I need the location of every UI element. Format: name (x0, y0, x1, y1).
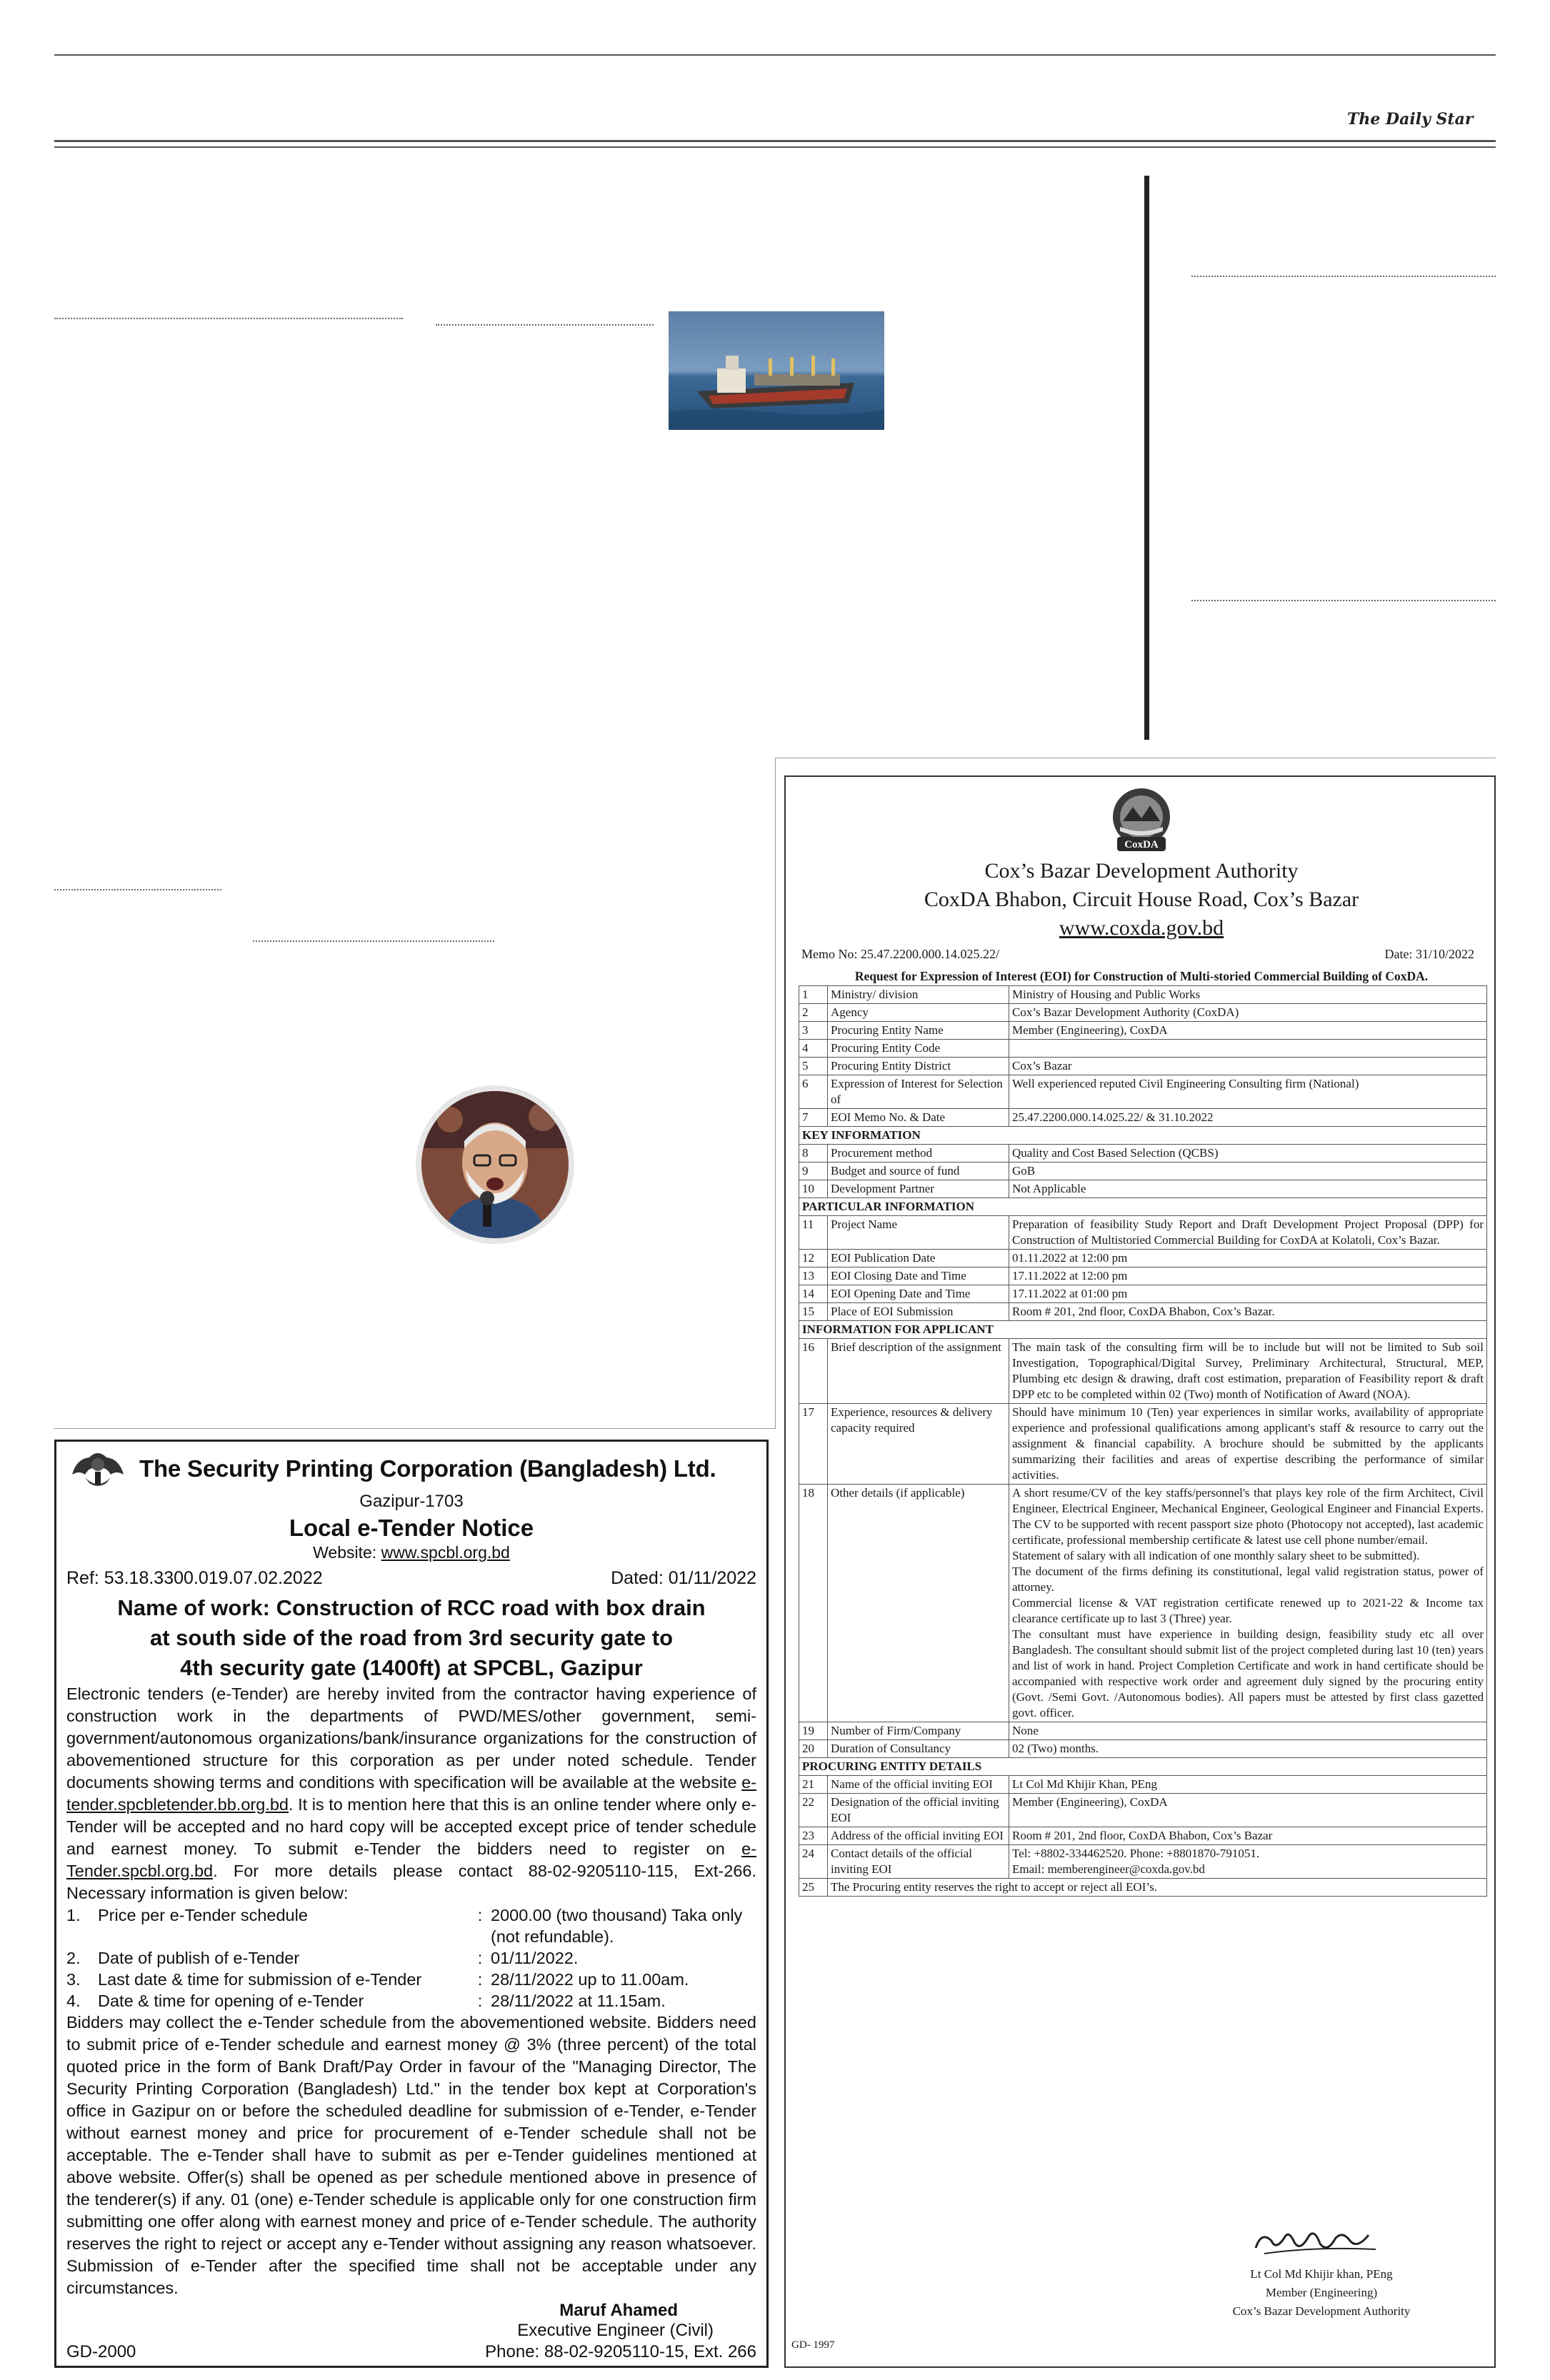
signature-image (1243, 2219, 1386, 2262)
coxda-address: CoxDA Bhabon, Circuit House Road, Cox’s Bazar (924, 888, 1359, 911)
eoi-row-label: Procuring Entity Name (828, 1022, 1009, 1040)
eoi-row-number: 3 (799, 1022, 828, 1040)
eoi-row-label: Ministry/ division (828, 986, 1009, 1004)
eoi-row (799, 1285, 1487, 1303)
eoi-row (799, 986, 1487, 1004)
eoi-row-value: Preparation of feasibility Study Report and Draft Development Project Proposal (DPP) for Construction of Multistoried Commercial Building for CoxDA at Kolatoli, Cox’s Bazar. (1009, 1216, 1487, 1250)
intro-text: . For more details please contact 88-02-9205110-115, Ext-266. Necessary information is given below: (66, 1862, 756, 1902)
eoi-row-value (1009, 1845, 1487, 1879)
signatory-name: Maruf Ahamed (559, 2301, 678, 2320)
eoi-row-number: 2 (799, 1004, 828, 1022)
spcbl-tender-notice (54, 1440, 769, 2368)
eoi-row (799, 1740, 1487, 1758)
memo-date: Date: 31/10/2022 (1384, 947, 1474, 961)
eoi-row-number: 16 (799, 1339, 828, 1404)
eoi-row (799, 1879, 1487, 1897)
masthead-logo: The Daily Star (1347, 110, 1474, 129)
eoi-row-number: 22 (799, 1794, 828, 1827)
column-divider (1144, 176, 1149, 740)
eoi-row-label: Agency (828, 1004, 1009, 1022)
schedule-row (66, 1990, 756, 2012)
eoi-row (799, 1145, 1487, 1163)
eoi-row-value: Room # 201, 2nd floor, CoxDA Bhabon, Cox’s Bazar (1009, 1827, 1487, 1845)
eoi-row-number: 1 (799, 986, 828, 1004)
eoi-row-value: Quality and Cost Based Selection (QCBS) (1009, 1145, 1487, 1163)
eoi-value-line: A short resume/CV of the key staffs/personnel's that plays key role of the firm Architect, Civil Engineer, Electrical Engineer, Mechanical Engineer, Geological Engineer and Financial Experts. The CV to be supported with recent passport size photo (Photocopy not accepted), last academic certificate, professional membership certificate & latest use cell phone number/email. (1012, 1486, 1484, 1547)
company-address: Gazipur-1703 (359, 1492, 464, 1511)
eoi-value-line: Tel: +8802-334462520. Phone: +8801870-791051. (1012, 1847, 1260, 1860)
man-speaking-icon (421, 1091, 569, 1238)
memo-row (786, 947, 1497, 962)
eoi-row (799, 1109, 1487, 1127)
eoi-row (799, 1250, 1487, 1267)
eoi-row-label: EOI Opening Date and Time (828, 1285, 1009, 1303)
masthead-rule-bottom (54, 146, 1496, 148)
intro-text: Electronic tenders (e-Tender) are hereby invited from the contractor having experience of construction work in the departments of PWD/MES/other government, semi-government/autonomous organizations/bank/insurance organizations for the construction of abovementioned structure for this corporation as per under noted schedule. Tender documents showing terms and conditions with specification will be available at the website (66, 1684, 756, 1792)
eoi-row-label: EOI Memo No. & Date (828, 1109, 1009, 1127)
spcbl-footer (66, 2342, 756, 2362)
eoi-row-value: The main task of the consulting firm will be to include but will not be limited to Sub soil Investigation, Topographical/Digital Survey, Preliminary Architectural, Structural, MEP, Plumbing etc design & drawing, draft cost estimation, preparation of Feasibility report & draft DPP etc to be completed within 02 (Two) month of Notification of Award (NOA). (1009, 1339, 1487, 1404)
portrait-photo (416, 1085, 574, 1244)
eoi-value-line: The consultant must have experience in building design, feasibility study etc all over Bangladesh. The consultant should submit list of the project completed during last 10 (ten) years and list of work in hand. Project Completion Certificate and work in hand certificate should be accompanied with respective work order and agreement duly signed by the procuring entity (Govt. /Semi Govt. /Autonomous bodies). All papers must be attested by first class gazetted govt. officer. (1012, 1627, 1484, 1719)
eoi-row-label: Experience, resources & delivery capacity required (828, 1404, 1009, 1485)
eoi-row-number: 11 (799, 1216, 828, 1250)
masthead-rule-top (54, 140, 1496, 142)
work-name (66, 1593, 756, 1683)
company-name: The Security Printing Corporation (Bangladesh) Ltd. (139, 1455, 716, 1482)
tender-terms-paragraph: Bidders may collect the e-Tender schedule from the abovementioned website. Bidders need to submit price of e-Tender schedule and earnest money @ 3% (three percent) of the total quoted price in the form of Bank Draft/Pay Order in favour of the "Managing Director, The Security Printing Corporation (Bangladesh) Ltd." in the tender box kept at Corporation's office in Gazipur on or before the scheduled deadline for submission of e-Tender, e-Tender without earnest money and price for procurement of e-Tender schedule shall not be acceptable. The e-Tender shall have to submit as per e-Tender guidelines mentioned at above website. Offer(s) shall be opened as per schedule mentioned above in presence of the tenderer(s) if any. 01 (one) e-Tender schedule is applicable only for one construction firm submitting one offer along with earnest money and price of e-Tender schedule. The authority reserves the right to reject or accept any e-Tender without assigning any reason whatsoever. Submission of e-Tender after the specified time shall not be acceptable under any circumstances. (66, 2013, 756, 2297)
spcbl-emblem-icon (69, 1446, 126, 1492)
request-title: Request for Expression of Interest (EOI) for Construction of Multi-storied Commercial Building of CoxDA. (854, 969, 1429, 983)
eoi-row-label: Address of the official inviting EOI (828, 1827, 1009, 1845)
eoi-row (799, 1827, 1487, 1845)
schedule-number: 3. (66, 1970, 81, 1989)
eoi-value-line: Commercial license & VAT registration certificate renewed up to 2021-22 & Income tax clearance certificate up to last 3 (Three) year. (1012, 1596, 1484, 1625)
eoi-row-number: 18 (799, 1485, 828, 1722)
eoi-row-number: 20 (799, 1740, 828, 1758)
separator-line (54, 318, 403, 319)
eoi-value-line: Email: memberengineer@coxda.gov.bd (1012, 1862, 1205, 1876)
eoi-row-number: 23 (799, 1827, 828, 1845)
schedule-label: Date & time for opening of e-Tender (98, 1992, 364, 2010)
eoi-row (799, 1794, 1487, 1827)
eoi-row (799, 1163, 1487, 1180)
eoi-row-value: Ministry of Housing and Public Works (1009, 986, 1487, 1004)
eoi-row-number: 9 (799, 1163, 828, 1180)
eoi-row-value: GoB (1009, 1163, 1487, 1180)
eoi-row (799, 1722, 1487, 1740)
eoi-row-label: Procuring Entity District (828, 1058, 1009, 1075)
gd-code: GD- 1997 (791, 2339, 835, 2351)
eoi-row-label: EOI Closing Date and Time (828, 1267, 1009, 1285)
eoi-row-number: 19 (799, 1722, 828, 1740)
coxda-logo (1091, 785, 1191, 857)
eoi-row (799, 1075, 1487, 1109)
eoi-row-label: Other details (if applicable) (828, 1485, 1009, 1722)
eoi-row-label: Expression of Interest for Selection of (828, 1075, 1009, 1109)
eoi-row-value: Member (Engineering), CoxDA (1009, 1794, 1487, 1827)
eoi-value-line: The document of the firms defining its constitutional, legal valid registration status, power of attorney. (1012, 1565, 1484, 1594)
schedule-number: 1. (66, 1906, 81, 1924)
separator-line (436, 324, 654, 326)
eoi-row-value: 02 (Two) months. (1009, 1740, 1487, 1758)
eoi-row-label: Development Partner (828, 1180, 1009, 1198)
schedule-label: Last date & time for submission of e-Tender (98, 1970, 422, 1989)
eoi-section-title: PROCURING ENTITY DETAILS (799, 1758, 1487, 1776)
coxda-website-link[interactable]: www.coxda.gov.bd (1059, 916, 1224, 940)
schedule-value: 28/11/2022 up to 11.00am. (491, 1970, 689, 1989)
eoi-row-number: 10 (799, 1180, 828, 1198)
eoi-row-value: Room # 201, 2nd floor, CoxDA Bhabon, Cox’s Bazar. (1009, 1303, 1487, 1321)
coxda-signature-block (1186, 2265, 1457, 2321)
website-line (66, 1543, 756, 1562)
eoi-row-number: 21 (799, 1776, 828, 1794)
separator-line (1191, 600, 1496, 601)
eoi-row-value: Cox’s Bazar (1009, 1058, 1487, 1075)
reference-number: Ref: 53.18.3300.019.07.02.2022 (66, 1568, 323, 1588)
eoi-row-value: Lt Col Md Khijir Khan, PEng (1009, 1776, 1487, 1794)
coxda-logo-text: CoxDA (1124, 839, 1159, 850)
eoi-row-value: The Procuring entity reserves the right to accept or reject all EOI’s. (828, 1879, 1487, 1897)
schedule-value: 01/11/2022. (491, 1949, 579, 1967)
eoi-row (799, 1216, 1487, 1250)
eoi-row-label: Procuring Entity Code (828, 1040, 1009, 1058)
eoi-row-value: 25.47.2200.000.14.025.22/ & 31.10.2022 (1009, 1109, 1487, 1127)
handwritten-signature-icon (1243, 2219, 1386, 2262)
contact-phone: Phone: 88-02-9205110-15, Ext. 266 (485, 2342, 756, 2361)
eoi-section-title: PARTICULAR INFORMATION (799, 1198, 1487, 1216)
eoi-row-label: Brief description of the assignment (828, 1339, 1009, 1404)
eoi-row-number: 8 (799, 1145, 828, 1163)
schedule-colon: : (477, 1906, 483, 1924)
work-line: at south side of the road from 3rd security gate to (149, 1625, 674, 1650)
signatory-designation: Member (Engineering) (1265, 2286, 1378, 2299)
eoi-row (799, 1004, 1487, 1022)
schedule-label: Date of publish of e-Tender (98, 1949, 300, 1967)
eoi-row-value: None (1009, 1722, 1487, 1740)
eoi-row-value: 17.11.2022 at 01:00 pm (1009, 1285, 1487, 1303)
eoi-row-number: 24 (799, 1845, 828, 1879)
schedule-colon: : (477, 1970, 483, 1989)
eoi-row-label: Contact details of the official inviting EOI (828, 1845, 1009, 1879)
eoi-row (799, 1303, 1487, 1321)
eoi-row-value: Not Applicable (1009, 1180, 1487, 1198)
eoi-row-number: 25 (799, 1879, 828, 1897)
website-link[interactable]: www.spcbl.org.bd (381, 1543, 510, 1562)
cargo-ship-photo (669, 311, 884, 430)
notice-date: Dated: 01/11/2022 (611, 1568, 756, 1588)
eoi-row (799, 1180, 1487, 1198)
signatory-designation: Executive Engineer (Civil) (517, 2321, 714, 2340)
eoi-row-label: Designation of the official inviting EOI (828, 1794, 1009, 1827)
website-label: Website: (313, 1543, 377, 1562)
section-rule (775, 758, 776, 1429)
eoi-row-number: 7 (799, 1109, 828, 1127)
gd-code: GD-2000 (66, 2342, 136, 2361)
eoi-row-number: 14 (799, 1285, 828, 1303)
intro-text: . It is to mention here that this is an online tender where only e-Tender will be accepted and no hard copy will be accepted except price of tender schedule and earnest money. To submit e-Tender the bidders need to register on (66, 1795, 756, 1858)
schedule-row (66, 1947, 756, 1969)
eoi-table (799, 985, 1487, 1897)
eoi-row-number: 13 (799, 1267, 828, 1285)
schedule-number: 2. (66, 1949, 81, 1967)
eoi-row-value: Well experienced reputed Civil Engineering Consulting firm (National) (1009, 1075, 1487, 1109)
coxda-eoi-notice (784, 775, 1496, 2368)
schedule-colon: : (477, 1949, 483, 1967)
eoi-section-title: KEY INFORMATION (799, 1127, 1487, 1145)
eoi-row (799, 1776, 1487, 1794)
eoi-section-title: INFORMATION FOR APPLICANT (799, 1321, 1487, 1339)
eoi-row-number: 6 (799, 1075, 828, 1109)
tender-intro-paragraph (66, 1683, 756, 1904)
section-rule (54, 1428, 775, 1429)
cargo-ship-icon (669, 311, 884, 430)
separator-line (1191, 276, 1496, 277)
notice-title: Local e-Tender Notice (289, 1515, 534, 1541)
eoi-row-label: Name of the official inviting EOI (828, 1776, 1009, 1794)
eoi-row-label: Duration of Consultancy (828, 1740, 1009, 1758)
work-line: Name of work: Construction of RCC road with box drain (117, 1595, 706, 1620)
etender-link[interactable]: e-tender.spcbletender.bb.org.bd (66, 1773, 757, 1814)
eoi-row-number: 15 (799, 1303, 828, 1321)
top-rule (54, 54, 1496, 56)
eoi-row-label: Procurement method (828, 1145, 1009, 1163)
eoi-row-label: Number of Firm/Company (828, 1722, 1009, 1740)
schedule-row (66, 1904, 756, 1947)
eoi-row-label: EOI Publication Date (828, 1250, 1009, 1267)
register-link[interactable]: e-Tender.spcbl.org.bd (66, 1839, 756, 1880)
eoi-row (799, 1040, 1487, 1058)
schedule-colon: : (477, 1992, 483, 2010)
schedule-value: 28/11/2022 at 11.15am. (491, 1992, 666, 2010)
eoi-value-line: Statement of salary with all indication of one monthly salary sheet to be submitted). (1012, 1549, 1420, 1562)
eoi-row-value: 01.11.2022 at 12:00 pm (1009, 1250, 1487, 1267)
eoi-row-value: 17.11.2022 at 12:00 pm (1009, 1267, 1487, 1285)
signatory-organization: Cox’s Bazar Development Authority (1232, 2304, 1411, 2318)
eoi-section-header (799, 1127, 1487, 1145)
eoi-row-value: Member (Engineering), CoxDA (1009, 1022, 1487, 1040)
eoi-row-number: 5 (799, 1058, 828, 1075)
coxda-title: Cox’s Bazar Development Authority (984, 859, 1299, 883)
eoi-row (799, 1022, 1487, 1040)
separator-line (54, 889, 221, 890)
tender-schedule-table (66, 1904, 756, 2012)
schedule-value: 2000.00 (two thousand) Taka only (not refundable). (491, 1906, 743, 1946)
eoi-row-label: Budget and source of fund (828, 1163, 1009, 1180)
eoi-row-value (1009, 1040, 1487, 1058)
eoi-section-header (799, 1758, 1487, 1776)
eoi-row-label: Place of EOI Submission (828, 1303, 1009, 1321)
signatory-name: Lt Col Md Khijir khan, PEng (1250, 2267, 1393, 2281)
eoi-section-header (799, 1321, 1487, 1339)
eoi-row (799, 1058, 1487, 1075)
eoi-row-value (1009, 1485, 1487, 1722)
separator-line (253, 940, 494, 942)
eoi-row-label: Project Name (828, 1216, 1009, 1250)
eoi-row (799, 1404, 1487, 1485)
reference-row (66, 1568, 756, 1589)
eoi-row-number: 12 (799, 1250, 828, 1267)
eoi-section-header (799, 1198, 1487, 1216)
eoi-row-number: 17 (799, 1404, 828, 1485)
coxda-seal-icon (1091, 785, 1191, 857)
work-line: 4th security gate (1400ft) at SPCBL, Gazipur (180, 1655, 643, 1680)
eoi-row-value: Cox’s Bazar Development Authority (CoxDA) (1009, 1004, 1487, 1022)
eoi-row-number: 4 (799, 1040, 828, 1058)
spcbl-header (66, 1446, 756, 1492)
eoi-row (799, 1267, 1487, 1285)
schedule-label: Price per e-Tender schedule (98, 1906, 308, 1924)
schedule-number: 4. (66, 1992, 81, 2010)
eoi-row (799, 1485, 1487, 1722)
eoi-row (799, 1845, 1487, 1879)
schedule-row (66, 1969, 756, 1990)
eoi-row-value: Should have minimum 10 (Ten) year experiences in similar works, availability of appropriate experience and professional qualifications among applicant's staff & resource to carry out the assignment & financial capability. A brochure should be submitted by the applicants summarizing their facilities and areas of expertise describing the performance of similar activities. (1009, 1404, 1487, 1485)
memo-number: Memo No: 25.47.2200.000.14.025.22/ (801, 947, 999, 961)
eoi-row (799, 1339, 1487, 1404)
